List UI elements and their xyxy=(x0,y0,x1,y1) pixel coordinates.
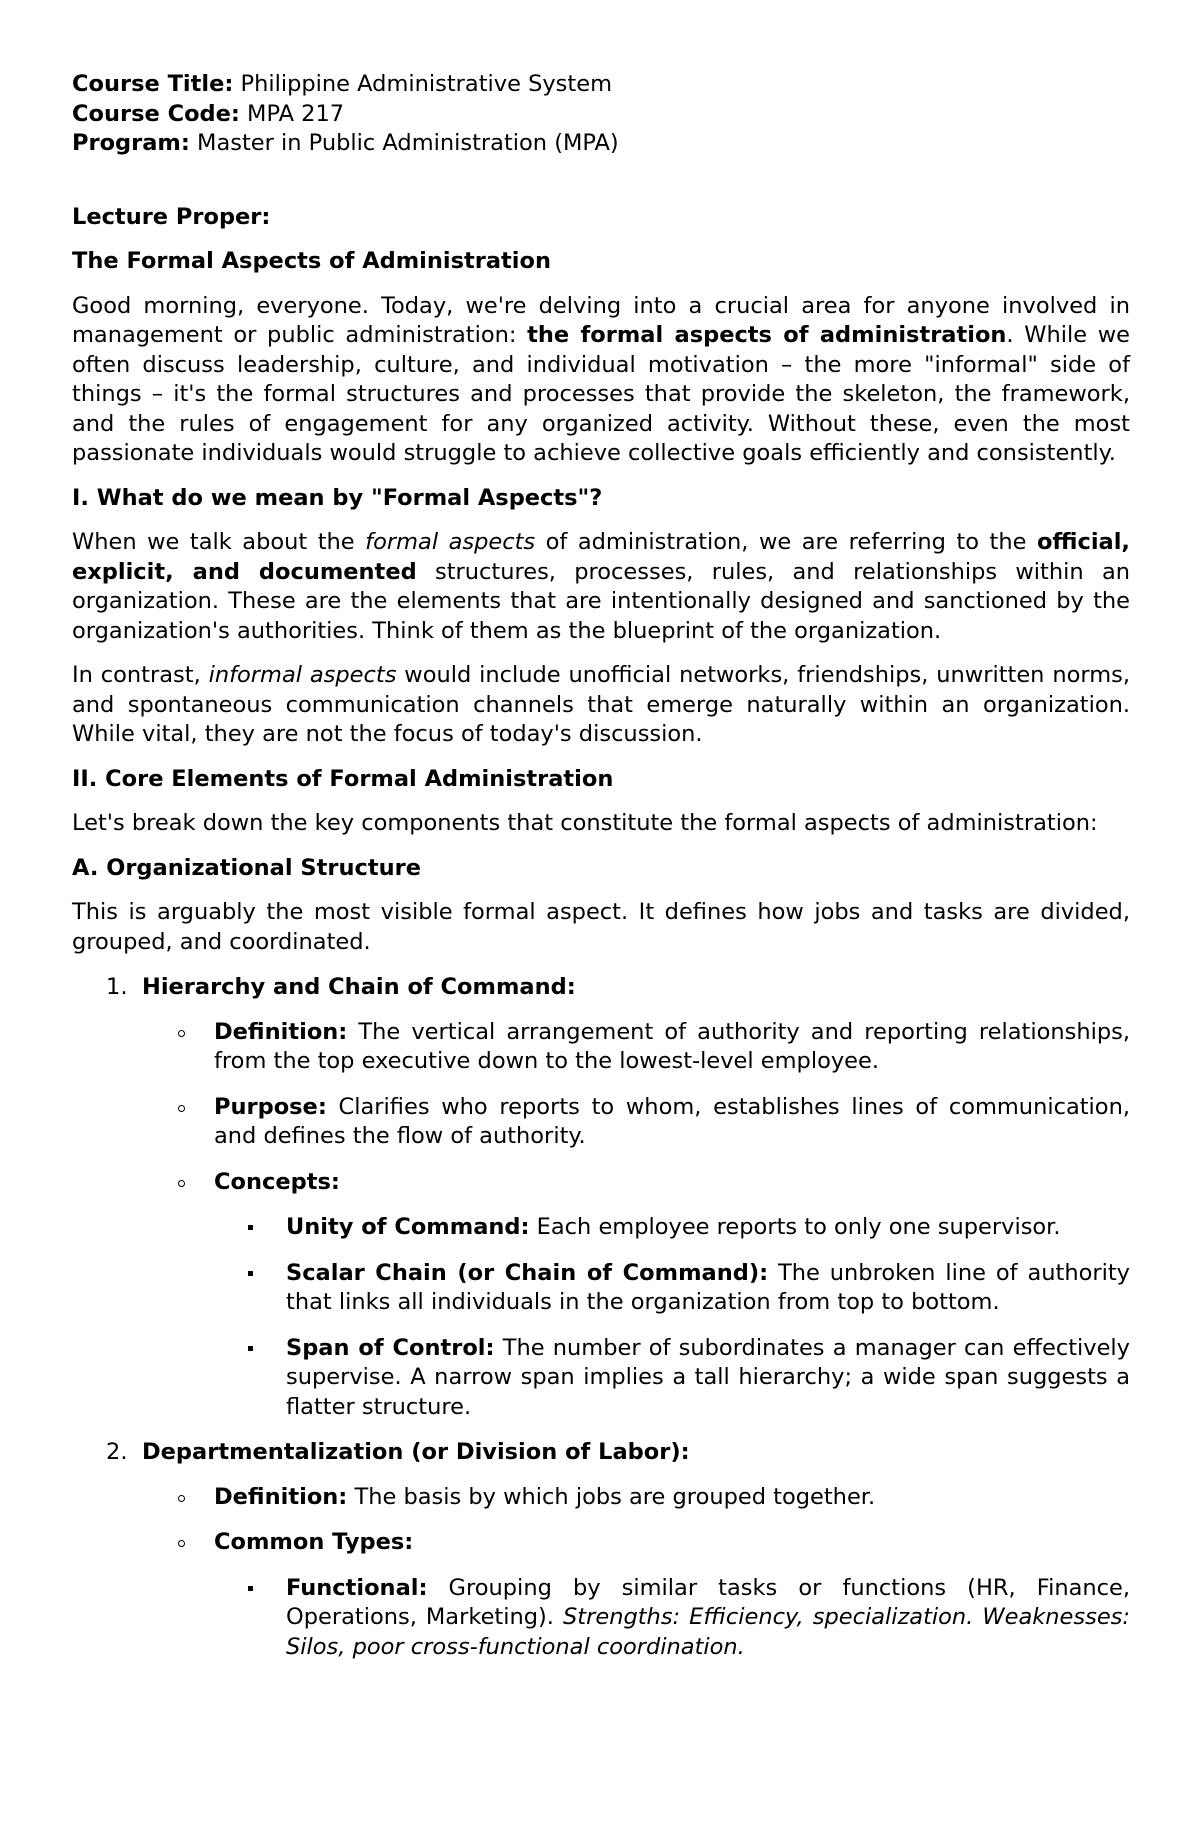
section-2-intro: Let's break down the key components that constitute the formal aspects of administration: xyxy=(72,810,1098,836)
sublist-item-definition: Definition: The vertical arrangement of authority and reporting relationships, from the top executive down to the lowest-level employee. xyxy=(142,1018,1130,1077)
subsection-a-intro: This is arguably the most visible formal aspect. It defines how jobs and tasks are divided, grouped, and coordinated. xyxy=(72,899,1130,955)
course-title-label: Course Title: xyxy=(72,71,234,97)
type-functional: Functional: Grouping by similar tasks or functions (HR, Finance, Operations, Marketing). Strengths: Efficiency, specialization. Weaknesses: Silos, poor cross-functional coordination. xyxy=(214,1574,1130,1663)
sublist-item-definition: Definition: The basis by which jobs are grouped together. xyxy=(142,1483,1130,1513)
square-bullet-icon xyxy=(248,1346,253,1351)
list-number: 2. xyxy=(106,1439,128,1465)
program-label: Program: xyxy=(72,130,190,156)
circle-bullet-icon xyxy=(178,1105,185,1112)
section-1-heading: I. What do we mean by "Formal Aspects"? xyxy=(72,484,603,511)
sublist-item-purpose: Purpose: Clarifies who reports to whom, establishes lines of communication, and defines the flow of authority. xyxy=(142,1093,1130,1152)
section-1-paragraph-1: When we talk about the formal aspects of administration, we are referring to the official, explicit, and documented structures, processes, rules, and relationships within an organization. These are the elements that are intentionally designed and sanctioned by the organization's authorities. Think of them as the blueprint of the organization. xyxy=(72,529,1130,644)
concepts-list xyxy=(214,1213,1130,1422)
structure-list xyxy=(72,973,1130,1662)
list-item-title: Departmentalization (or Division of Labor): xyxy=(142,1439,690,1465)
main-title: The Formal Aspects of Administration xyxy=(72,248,551,274)
lecture-proper-heading: Lecture Proper: xyxy=(72,203,271,230)
course-code-value: MPA 217 xyxy=(239,100,345,127)
sublist-item-concepts: Concepts: Unity of Command: Each employee reports to only one supervisor. Scalar Chain (or Chain of Command): The unbroken line of authority that links all individuals in the organization from top to bottom. Span of Control: The number of subordinates a manager can effectively supervise. A narrow span implies a tall hierarchy; a wide span suggests a flatter structure. xyxy=(142,1168,1130,1423)
square-bullet-icon xyxy=(248,1225,253,1230)
circle-bullet-icon xyxy=(178,1030,185,1037)
course-code-label: Course Code: xyxy=(72,100,240,127)
circle-bullet-icon xyxy=(178,1495,185,1502)
section-1-paragraph-2: In contrast, informal aspects would include unofficial networks, friendships, unwritten norms, and spontaneous communication channels that emerge naturally within an organization. While vital, they are not the focus of today's discussion. xyxy=(72,662,1130,747)
concept-span-of-control: Span of Control: The number of subordinates a manager can effectively supervise. A narrow span implies a tall hierarchy; a wide span suggests a flatter structure. xyxy=(214,1334,1130,1423)
section-2-heading: II. Core Elements of Formal Administration xyxy=(72,765,614,792)
square-bullet-icon xyxy=(248,1586,253,1591)
sublist-item-common-types: Common Types: Functional: Grouping by similar tasks or functions (HR, Finance, Operations, Marketing). Strengths: Efficiency, specialization. Weaknesses: Silos, poor cross-functional coordination. xyxy=(142,1528,1130,1662)
departmentalization-sublist xyxy=(142,1483,1130,1663)
program-line xyxy=(72,129,1130,159)
circle-bullet-icon xyxy=(178,1180,185,1187)
types-list xyxy=(214,1574,1130,1663)
list-item-title: Hierarchy and Chain of Command: xyxy=(142,974,576,1000)
course-title-value: Philippine Administrative System xyxy=(233,71,612,97)
intro-paragraph: Good morning, everyone. Today, we're delving into a crucial area for anyone involved in management or public administration: the formal aspects of administration. While we often discuss leadership, culture, and individual motivation – the more "informal" side of things – it's the formal structures and processes that provide the skeleton, the framework, and the rules of engagement for any organized activity. Without these, even the most passionate individuals would struggle to achieve collective goals efficiently and consistently. xyxy=(72,292,1130,466)
list-item-hierarchy xyxy=(72,973,1130,1422)
list-item-departmentalization xyxy=(72,1438,1130,1662)
hierarchy-sublist xyxy=(142,1018,1130,1423)
subsection-a-heading: A. Organizational Structure xyxy=(72,854,421,881)
course-code-line xyxy=(72,100,1130,130)
program-value: Master in Public Administration (MPA) xyxy=(189,130,619,156)
circle-bullet-icon xyxy=(178,1540,185,1547)
list-number: 1. xyxy=(106,974,128,1000)
concept-scalar-chain: Scalar Chain (or Chain of Command): The unbroken line of authority that links all individuals in the organization from top to bottom. xyxy=(214,1259,1130,1318)
concept-unity-of-command: Unity of Command: Each employee reports to only one supervisor. xyxy=(214,1213,1130,1243)
course-title-line xyxy=(72,70,1130,100)
square-bullet-icon xyxy=(248,1271,253,1276)
